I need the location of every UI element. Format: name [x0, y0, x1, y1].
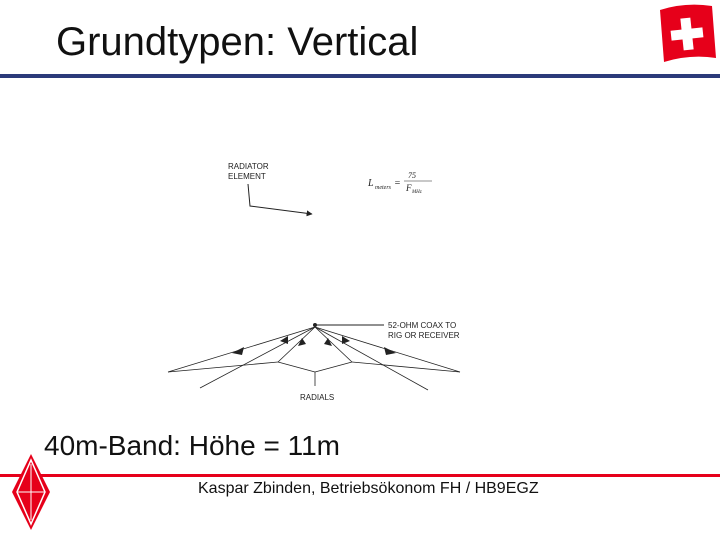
formula-denominator: F	[406, 183, 412, 193]
formula-numerator: 75	[408, 171, 416, 180]
footer-author: Kaspar Zbinden, Betriebsökonom FH / HB9EGZ	[198, 480, 539, 497]
formula-lhs-sub: meters	[375, 185, 391, 191]
radiator-label-line1: RADIATOR	[228, 162, 269, 171]
formula-lhs: L	[368, 178, 374, 189]
length-formula	[367, 171, 432, 195]
radial-arrows	[232, 336, 396, 355]
coax-label-line2: RIG OR RECEIVER	[388, 331, 460, 340]
title-underline	[0, 74, 720, 78]
radials-label: RADIALS	[300, 393, 335, 402]
band-height-text: 40m-Band: Höhe = 11m	[44, 430, 340, 461]
feedpoint	[313, 323, 317, 327]
swiss-flag-icon	[650, 0, 720, 76]
formula-equals: =	[394, 178, 401, 189]
footer-rule	[0, 474, 720, 477]
radiator-pointer	[248, 184, 312, 214]
uska-logo-icon	[10, 452, 52, 532]
coax-label-line1: 52-OHM COAX TO	[388, 321, 457, 330]
radiator-label-line2: ELEMENT	[228, 172, 266, 181]
formula-denominator-sub: MHz	[412, 190, 422, 195]
vertical-antenna-diagram	[160, 150, 500, 410]
slide-title: Grundtypen: Vertical	[56, 20, 419, 64]
